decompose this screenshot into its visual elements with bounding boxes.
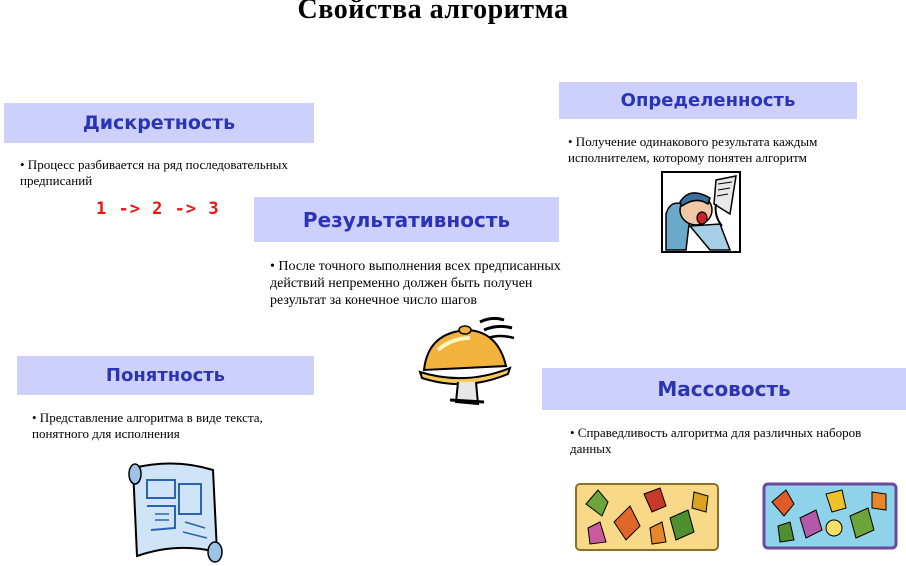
- understandability-text: • Представление алгоритма в виде текста, понятного для исполнения: [32, 410, 263, 441]
- serving-cloche-icon: [418, 310, 523, 410]
- discreteness-text: • Процесс разбивается на ряд последовательных предписаний: [20, 157, 288, 188]
- autumn-leaves-icon: [762, 482, 898, 550]
- discreteness-heading: Дискретность: [4, 103, 314, 143]
- blueprint-scroll-icon: [125, 458, 225, 566]
- page-title: Свойства алгоритма: [297, 0, 569, 25]
- newspaper-man-icon: [660, 170, 742, 254]
- definiteness-text: • Получение одинакового результата каждым исполнителем, которому понятен алгоритм: [568, 134, 818, 165]
- definiteness-heading: Определенность: [559, 82, 857, 119]
- massiveness-text: • Справедливость алгоритма для различных наборов данных: [570, 425, 862, 456]
- effectiveness-text: • После точного выполнения всех предписанных действий непременно должен быть получен результат за конечное число шагов: [270, 259, 561, 308]
- massiveness-heading: Массовость: [542, 368, 906, 410]
- autumn-leaves-icon: [574, 482, 720, 552]
- understandability-heading: Понятность: [17, 356, 314, 395]
- discreteness-sequence: 1 -> 2 -> 3: [96, 199, 220, 219]
- effectiveness-heading: Результативность: [254, 197, 559, 242]
